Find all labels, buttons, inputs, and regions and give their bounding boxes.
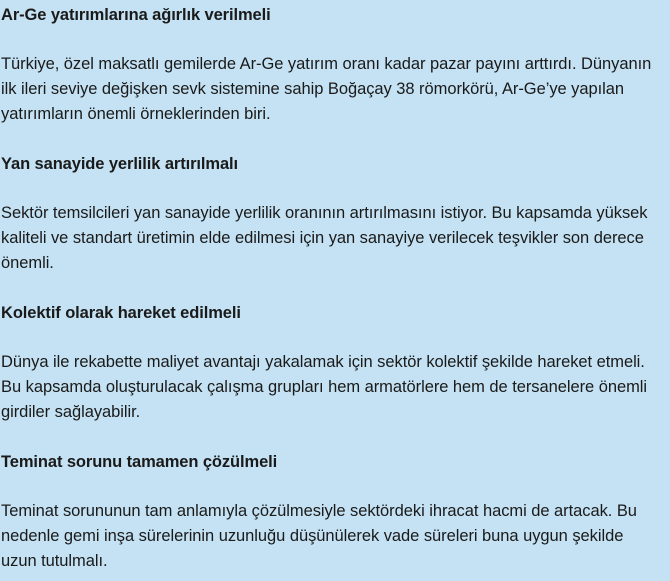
section-collective-action	[1, 301, 662, 425]
section-guarantee	[1, 450, 662, 574]
section-paragraph: Türkiye, özel maksatlı gemilerde Ar-Ge yatırım oranı kadar pazar payını arttırdı. Dünyanın ilk ileri seviye değişken sevk sistemine sahip Boğaçay 38 römorkörü, Ar-Ge’ye yapılan yatırımların önemli örneklerinden biri.	[1, 55, 652, 123]
section-paragraph: Sektör temsilcileri yan sanayide yerlilik oranının artırılmasını istiyor. Bu kapsamda yüksek kaliteli ve standart üretimin elde edilmesi için yan sanayiye verilecek teşvikler son derece önemli.	[1, 204, 648, 272]
section-paragraph: Teminat sorununun tam anlamıyla çözülmesiyle sektördeki ihracat hacmi de artacak. Bu nedenle gemi inşa sürelerinin uzunluğu düşünülerek vade süreleri buna uygun şekilde uzun tutulmalı.	[1, 502, 637, 570]
section-heading: Yan sanayide yerlilik artırılmalı	[1, 155, 238, 173]
section-paragraph: Dünya ile rekabette maliyet avantajı yakalamak için sektör kolektif şekilde hareket etmeli. Bu kapsamda oluşturulacak çalışma grupları hem armatörlere hem de tersanelere önemli girdiler sağlayabilir.	[1, 353, 648, 421]
section-rnd	[1, 3, 662, 127]
section-heading: Teminat sorunu tamamen çözülmeli	[1, 453, 278, 471]
section-supplier-industry	[1, 152, 662, 276]
section-heading: Kolektif olarak hareket edilmeli	[1, 304, 241, 322]
section-heading: Ar-Ge yatırımlarına ağırlık verilmeli	[1, 6, 271, 24]
